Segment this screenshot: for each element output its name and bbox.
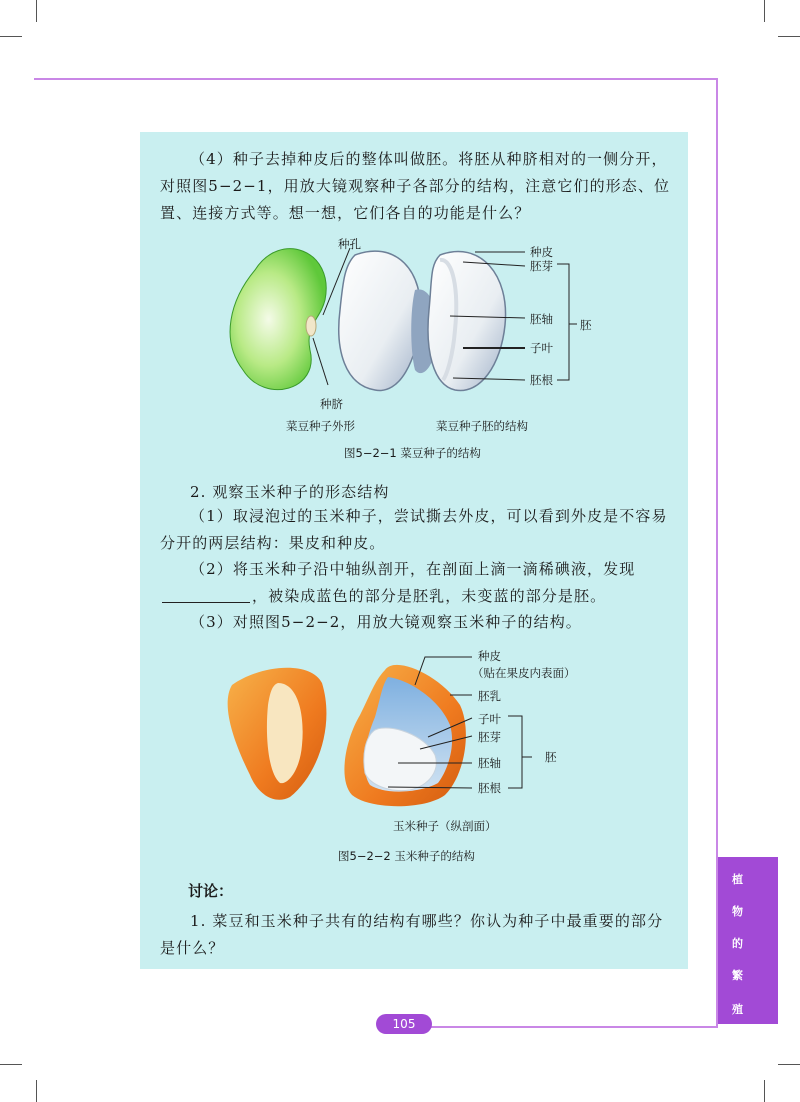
caption-bean-embryo: 菜豆种子胚的结构 xyxy=(436,419,528,433)
crop-mark xyxy=(778,1064,800,1065)
label-seed-hole: 种孔 xyxy=(338,237,361,251)
label-corn-radicle: 胚根 xyxy=(478,781,501,795)
label-corn-embryo: 胚 xyxy=(545,750,557,764)
caption-bean-exterior: 菜豆种子外形 xyxy=(286,419,355,433)
label-bean-plumule: 胚芽 xyxy=(530,259,553,273)
label-bean-radicle: 胚根 xyxy=(530,373,553,387)
answer-blank[interactable] xyxy=(162,586,250,603)
label-bean-cotyledon: 子叶 xyxy=(530,341,553,355)
side-tab-char: 繁 xyxy=(732,969,743,982)
crop-mark xyxy=(0,36,22,37)
label-corn-seed-coat-note: （贴在果皮内表面） xyxy=(472,666,576,680)
label-bean-hypocotyl: 胚轴 xyxy=(530,312,553,326)
crop-mark xyxy=(764,0,765,22)
crop-mark xyxy=(778,36,800,37)
page-number: 105 xyxy=(376,1014,432,1034)
crop-mark xyxy=(36,1080,37,1102)
figure-caption-5-2-2: 图5−2−2 玉米种子的结构 xyxy=(338,849,475,863)
crop-mark xyxy=(764,1080,765,1102)
hilum-mark xyxy=(306,316,316,336)
paragraph-corn-step2: （2）将玉米种子沿中轴纵剖开，在剖面上滴一滴稀碘液，发现，被染成蓝色的部分是胚乳，未变蓝的部分是胚。 xyxy=(160,556,675,610)
paragraph-corn-step1: （1）取浸泡过的玉米种子，尝试撕去外皮，可以看到外皮是不容易分开的两层结构：果皮和种皮。 xyxy=(160,507,668,552)
caption-corn-section: 玉米种子（纵剖面） xyxy=(393,819,497,833)
crop-mark xyxy=(0,1064,22,1065)
paragraph-corn-step3: （3）对照图5−2−2，用放大镜观察玉米种子的结构。 xyxy=(190,613,582,631)
page-border-top xyxy=(34,78,718,80)
label-corn-cotyledon: 子叶 xyxy=(478,712,501,726)
side-tab-char: 的 xyxy=(732,937,743,950)
discussion-heading: 讨论： xyxy=(188,882,234,900)
discussion-question-1: 1. 菜豆和玉米种子共有的结构有哪些？你认为种子中最重要的部分是什么？ xyxy=(160,912,664,957)
label-corn-seed-coat: 种皮 xyxy=(478,649,501,663)
label-corn-plumule: 胚芽 xyxy=(478,730,501,744)
crop-mark xyxy=(36,0,37,22)
label-corn-endosperm: 胚乳 xyxy=(478,689,501,703)
side-tab-char: 殖 xyxy=(732,1003,743,1016)
figure-caption-5-2-1: 图5−2−1 菜豆种子的结构 xyxy=(344,446,481,460)
side-tab-char: 物 xyxy=(732,905,743,918)
label-bean-seed-coat: 种皮 xyxy=(530,245,553,259)
label-corn-hypocotyl: 胚轴 xyxy=(478,756,501,770)
label-hilum: 种脐 xyxy=(320,397,343,411)
paragraph-embryo-intro: （4）种子去掉种皮后的整体叫做胚。将胚从种脐相对的一侧分开，对照图5−2−1，用放大镜观察种子各部分的结构，注意它们的形态、位置、连接方式等。想一想，它们各自的功能是什么？ xyxy=(160,150,671,222)
bean-cotyledon-right xyxy=(428,251,506,390)
label-bean-embryo: 胚 xyxy=(580,318,592,332)
side-tab-char: 植 xyxy=(732,873,743,886)
section-heading-corn: 2. 观察玉米种子的形态结构 xyxy=(190,483,390,501)
chapter-side-tab xyxy=(718,857,778,1024)
page-border-bottom xyxy=(430,1026,718,1028)
bean-cotyledon-left xyxy=(339,251,421,390)
